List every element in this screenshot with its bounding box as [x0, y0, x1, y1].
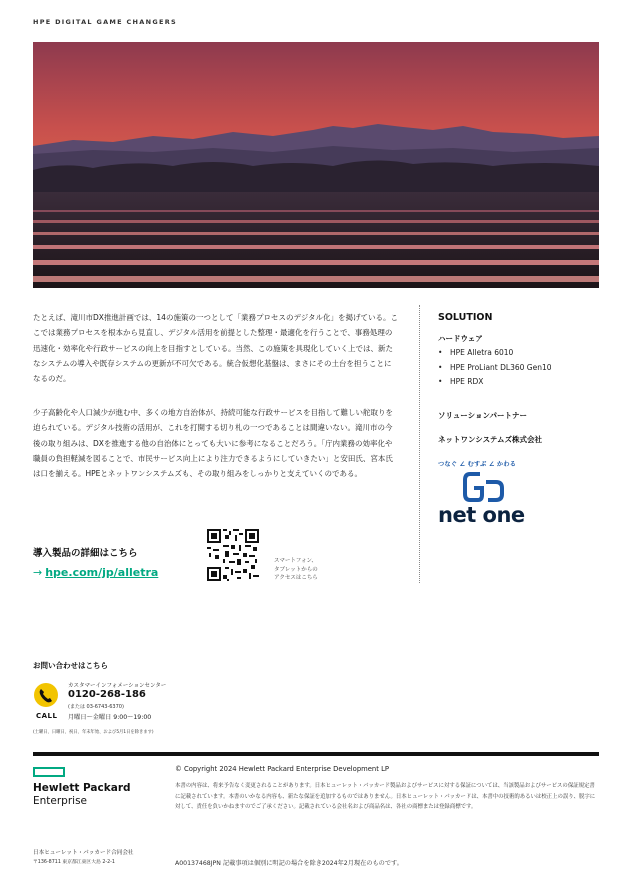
netone-wordmark: net one: [438, 503, 525, 527]
arrow-icon: →: [33, 566, 43, 579]
hardware-label: ハードウェア: [438, 334, 483, 343]
qr-caption: スマートフォン、 タブレットからの アクセスはこちら: [274, 558, 318, 581]
contact-alt-phone: (または 03-6743-6370): [68, 704, 124, 710]
solution-title: SOLUTION: [438, 312, 493, 323]
partner-name: ネットワンシステムズ株式会社: [438, 435, 543, 444]
body-paragraph-2: 少子高齢化や人口減少が進む中、多くの地方自治体が、持続可能な行政サービスを目指して難しい舵取りを迫られている。デジタル技術の活用が、これを打開する切り札の一つであることは間違いない。滝川市の今後の取り組みは、DXを推進する他の自治体にとっても大いに参考になることだろう。「庁内業務の効率化や職員の負担軽減を図ることで、市民サービス向上により注力できるようにしていきたい」と安田氏、宮本氏は口を揃える。HPEとネットワンシステムズも、その取り組みをしっかりと支えていくのである。: [33, 408, 393, 479]
contact-note: (土曜日、日曜日、祝日、年末年始、および5月1日を除きます): [33, 730, 154, 735]
hpe-brand-line2: Enterprise: [33, 795, 88, 807]
product-details-title: 導入製品の詳細はこちら: [33, 548, 138, 559]
copyright: © Copyright 2024 Hewlett Packard Enterprise Development LP: [175, 765, 389, 773]
product-url[interactable]: hpe.com/jp/alletra: [45, 566, 159, 579]
contact-center-name: カスタマーインフォメーションセンター: [68, 683, 167, 689]
qr-code-icon[interactable]: [207, 529, 259, 581]
call-label: CALL: [36, 712, 58, 720]
contact-hours: 月曜日～金曜日 9:00～19:00: [68, 714, 152, 721]
partner-label: ソリューションパートナー: [438, 411, 527, 420]
contact-title: お問い合わせはこちら: [33, 661, 108, 670]
disclaimer: 本書の内容は、将来予告なく変更されることがあります。日本ヒューレット・パッカード製品およびサービスに対する保証については、当該製品およびサービスの保証規定書に記載されています。本書のいかなる内容も、新たな保証を追加するものではありません。日本ヒューレット・パッカードは、本書中の技術的あるいは校正上の誤り、脱字に対して、責任を負いかねますのでご了承ください。記載されている会社名および商品名は、各社の商標または登録商標です。: [175, 783, 596, 810]
phone-icon: [33, 682, 59, 714]
hero-image: [33, 42, 599, 288]
hardware-item: • HPE Alletra 6010: [438, 348, 514, 357]
hardware-item: • HPE ProLiant DL360 Gen10: [438, 362, 552, 372]
hpe-logo-icon: [33, 767, 65, 777]
netone-tagline: つなぐ ∠ むすぶ ∠ かわる: [438, 461, 517, 468]
body-paragraph-1: たとえば、滝川市DX推進計画では、14の施策の一つとして「業務プロセスのデジタル化」を掲げている。ここでは業務プロセスを根本から見直し、デジタル活用を前提とした整理・最適化を行うことで、事務処理の迅速化・効率化や行政サービスの向上を目指すとしている。当然、この施策を具現化していく上では、新たなシステムの導入や既存システムの更新が不可欠である。統合仮想化基盤は、まさにその土台を担うことになるのだ。: [33, 313, 399, 384]
header-label: HPE DIGITAL GAME CHANGERS: [33, 18, 178, 26]
hpe-brand-line1: Hewlett Packard: [33, 782, 131, 794]
product-link[interactable]: [33, 566, 158, 579]
footer-company: 日本ヒューレット・パッカード合同会社: [33, 850, 134, 856]
footer-rule: [33, 752, 599, 756]
contact-phone[interactable]: 0120-268-186: [68, 689, 146, 700]
document-number: A00137468JPN 記載事項は個別に明記の場合を除き2024年2月現在のものです。: [175, 860, 403, 867]
hardware-item: • HPE RDX: [438, 377, 484, 386]
hardware-list: [438, 346, 552, 390]
column-divider: [419, 305, 420, 583]
footer-address: 〒136-8711 東京都江東区大島 2-2-1: [33, 860, 115, 865]
